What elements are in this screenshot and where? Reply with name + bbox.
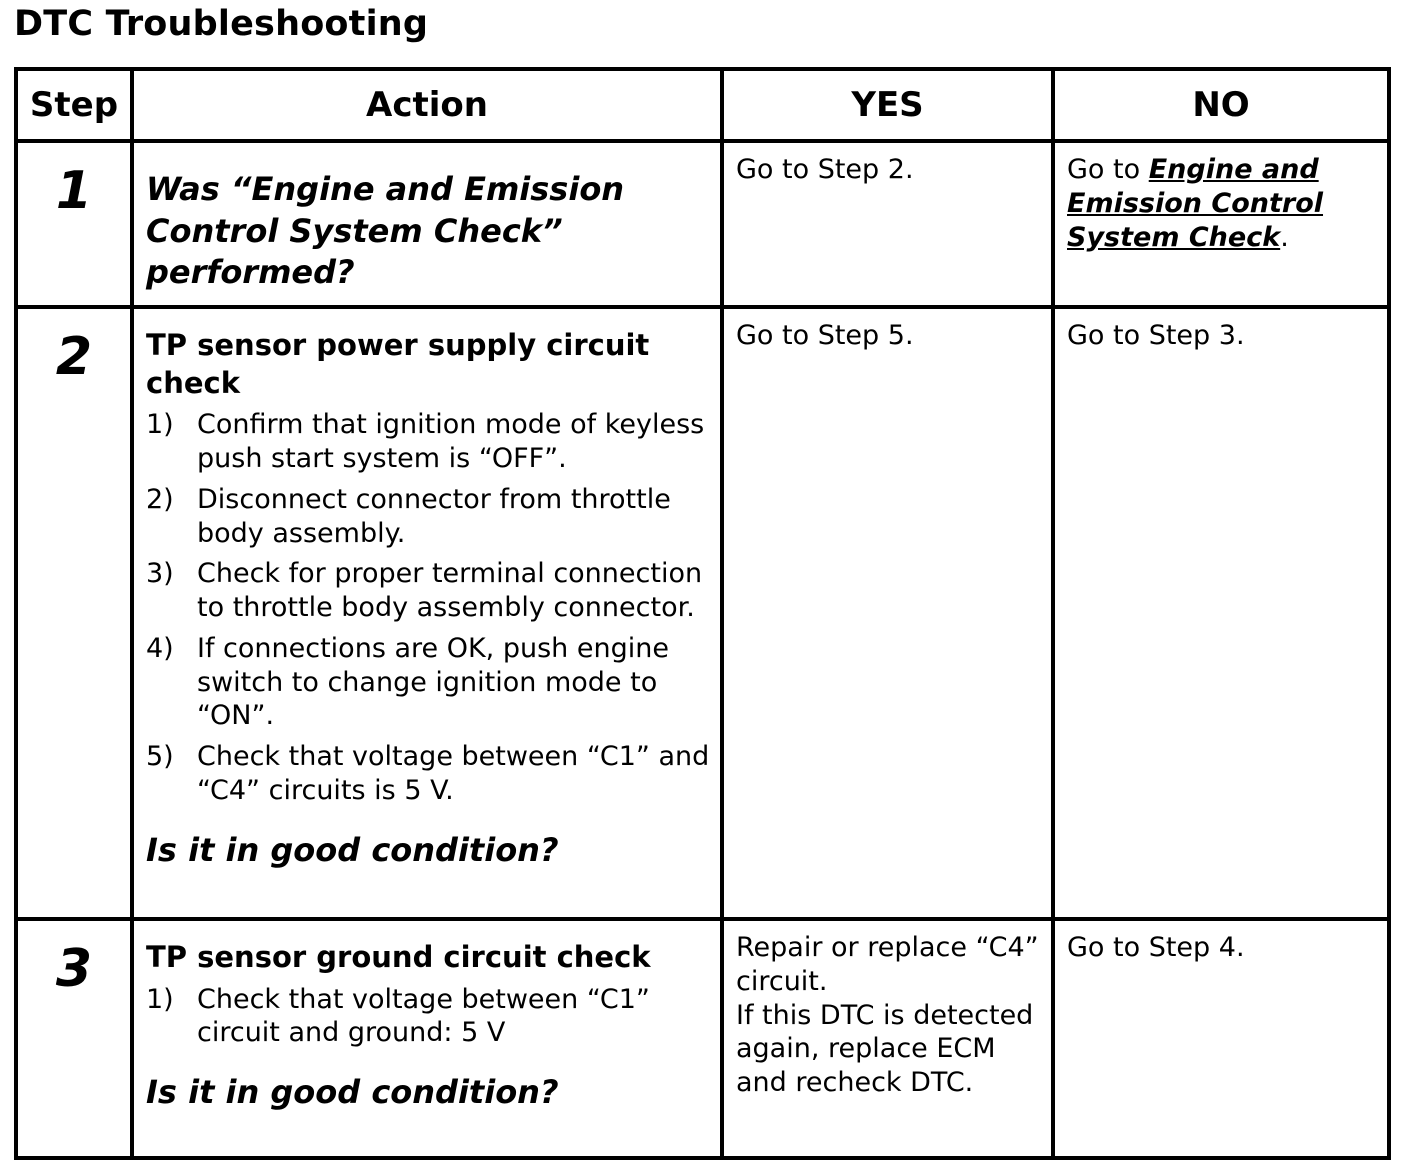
list-item xyxy=(146,740,710,808)
action-cell xyxy=(132,307,722,919)
step-number: 3 xyxy=(16,919,132,1158)
action-cell xyxy=(132,919,722,1158)
list-item-text: Check for proper terminal connection to throttle body assembly connector. xyxy=(197,558,703,624)
table-row-step-1 xyxy=(16,141,1389,307)
list-item-text: Check that voltage between “C1” and “C4” circuits is 5 V. xyxy=(197,741,710,806)
list-item-text: Check that voltage between “C1” circuit and ground: 5 V xyxy=(197,983,650,1049)
no-cell: Go to Step 4. xyxy=(1053,919,1389,1158)
step-question: Was “Engine and Emission Control System Check” performed? xyxy=(146,170,625,292)
step-question: Is it in good condition? xyxy=(146,1073,559,1112)
yes-text-line-2: If this DTC is detected again, replace ECM and recheck DTC. xyxy=(736,999,1034,1098)
list-item-text: Disconnect connector from throttle body assembly. xyxy=(197,483,671,549)
yes-cell: Go to Step 5. xyxy=(722,307,1053,919)
action-cell xyxy=(132,141,722,307)
list-item-number: 2) xyxy=(146,483,174,515)
no-cell: Go to Step 3. xyxy=(1053,307,1389,919)
no-cell xyxy=(1053,141,1389,307)
no-text-suffix: . xyxy=(1280,221,1289,253)
header-row xyxy=(16,69,1389,141)
step-number: 1 xyxy=(16,141,132,307)
troubleshooting-table xyxy=(14,67,1391,1160)
table-row-step-3 xyxy=(16,919,1389,1158)
engine-emission-check-link[interactable]: Engine and Emission Control System Check xyxy=(1067,154,1324,253)
step-number: 2 xyxy=(16,307,132,919)
check-title: TP sensor power supply circuit check xyxy=(146,328,650,400)
list-item-number: 5) xyxy=(146,741,174,773)
step-question: Is it in good condition? xyxy=(146,830,559,869)
procedure-list xyxy=(146,408,710,807)
column-header-yes: YES xyxy=(722,69,1053,141)
page-title: DTC Troubleshooting xyxy=(14,4,429,44)
yes-cell: Go to Step 2. xyxy=(722,141,1053,307)
no-text-prefix: Go to xyxy=(1067,154,1149,185)
list-item xyxy=(146,632,710,733)
yes-cell xyxy=(722,919,1053,1158)
list-item-number: 3) xyxy=(146,558,174,590)
column-header-action: Action xyxy=(132,69,722,141)
list-item xyxy=(146,408,710,476)
check-title: TP sensor ground circuit check xyxy=(146,940,651,974)
column-header-no: NO xyxy=(1053,69,1389,141)
procedure-list xyxy=(146,983,710,1051)
list-item xyxy=(146,983,710,1051)
list-item-text: If connections are OK, push engine switch to change ignition mode to “ON”. xyxy=(197,632,669,732)
list-item-number: 1) xyxy=(146,983,174,1015)
table-row-step-2 xyxy=(16,307,1389,919)
list-item xyxy=(146,483,710,551)
list-item-text: Confirm that ignition mode of keyless push start system is “OFF”. xyxy=(197,409,705,475)
column-header-step: Step xyxy=(16,69,132,141)
list-item xyxy=(146,557,710,625)
list-item-number: 4) xyxy=(146,632,174,664)
list-item-number: 1) xyxy=(146,409,174,441)
yes-text-line-1: Repair or replace “C4” circuit. xyxy=(736,932,1039,997)
